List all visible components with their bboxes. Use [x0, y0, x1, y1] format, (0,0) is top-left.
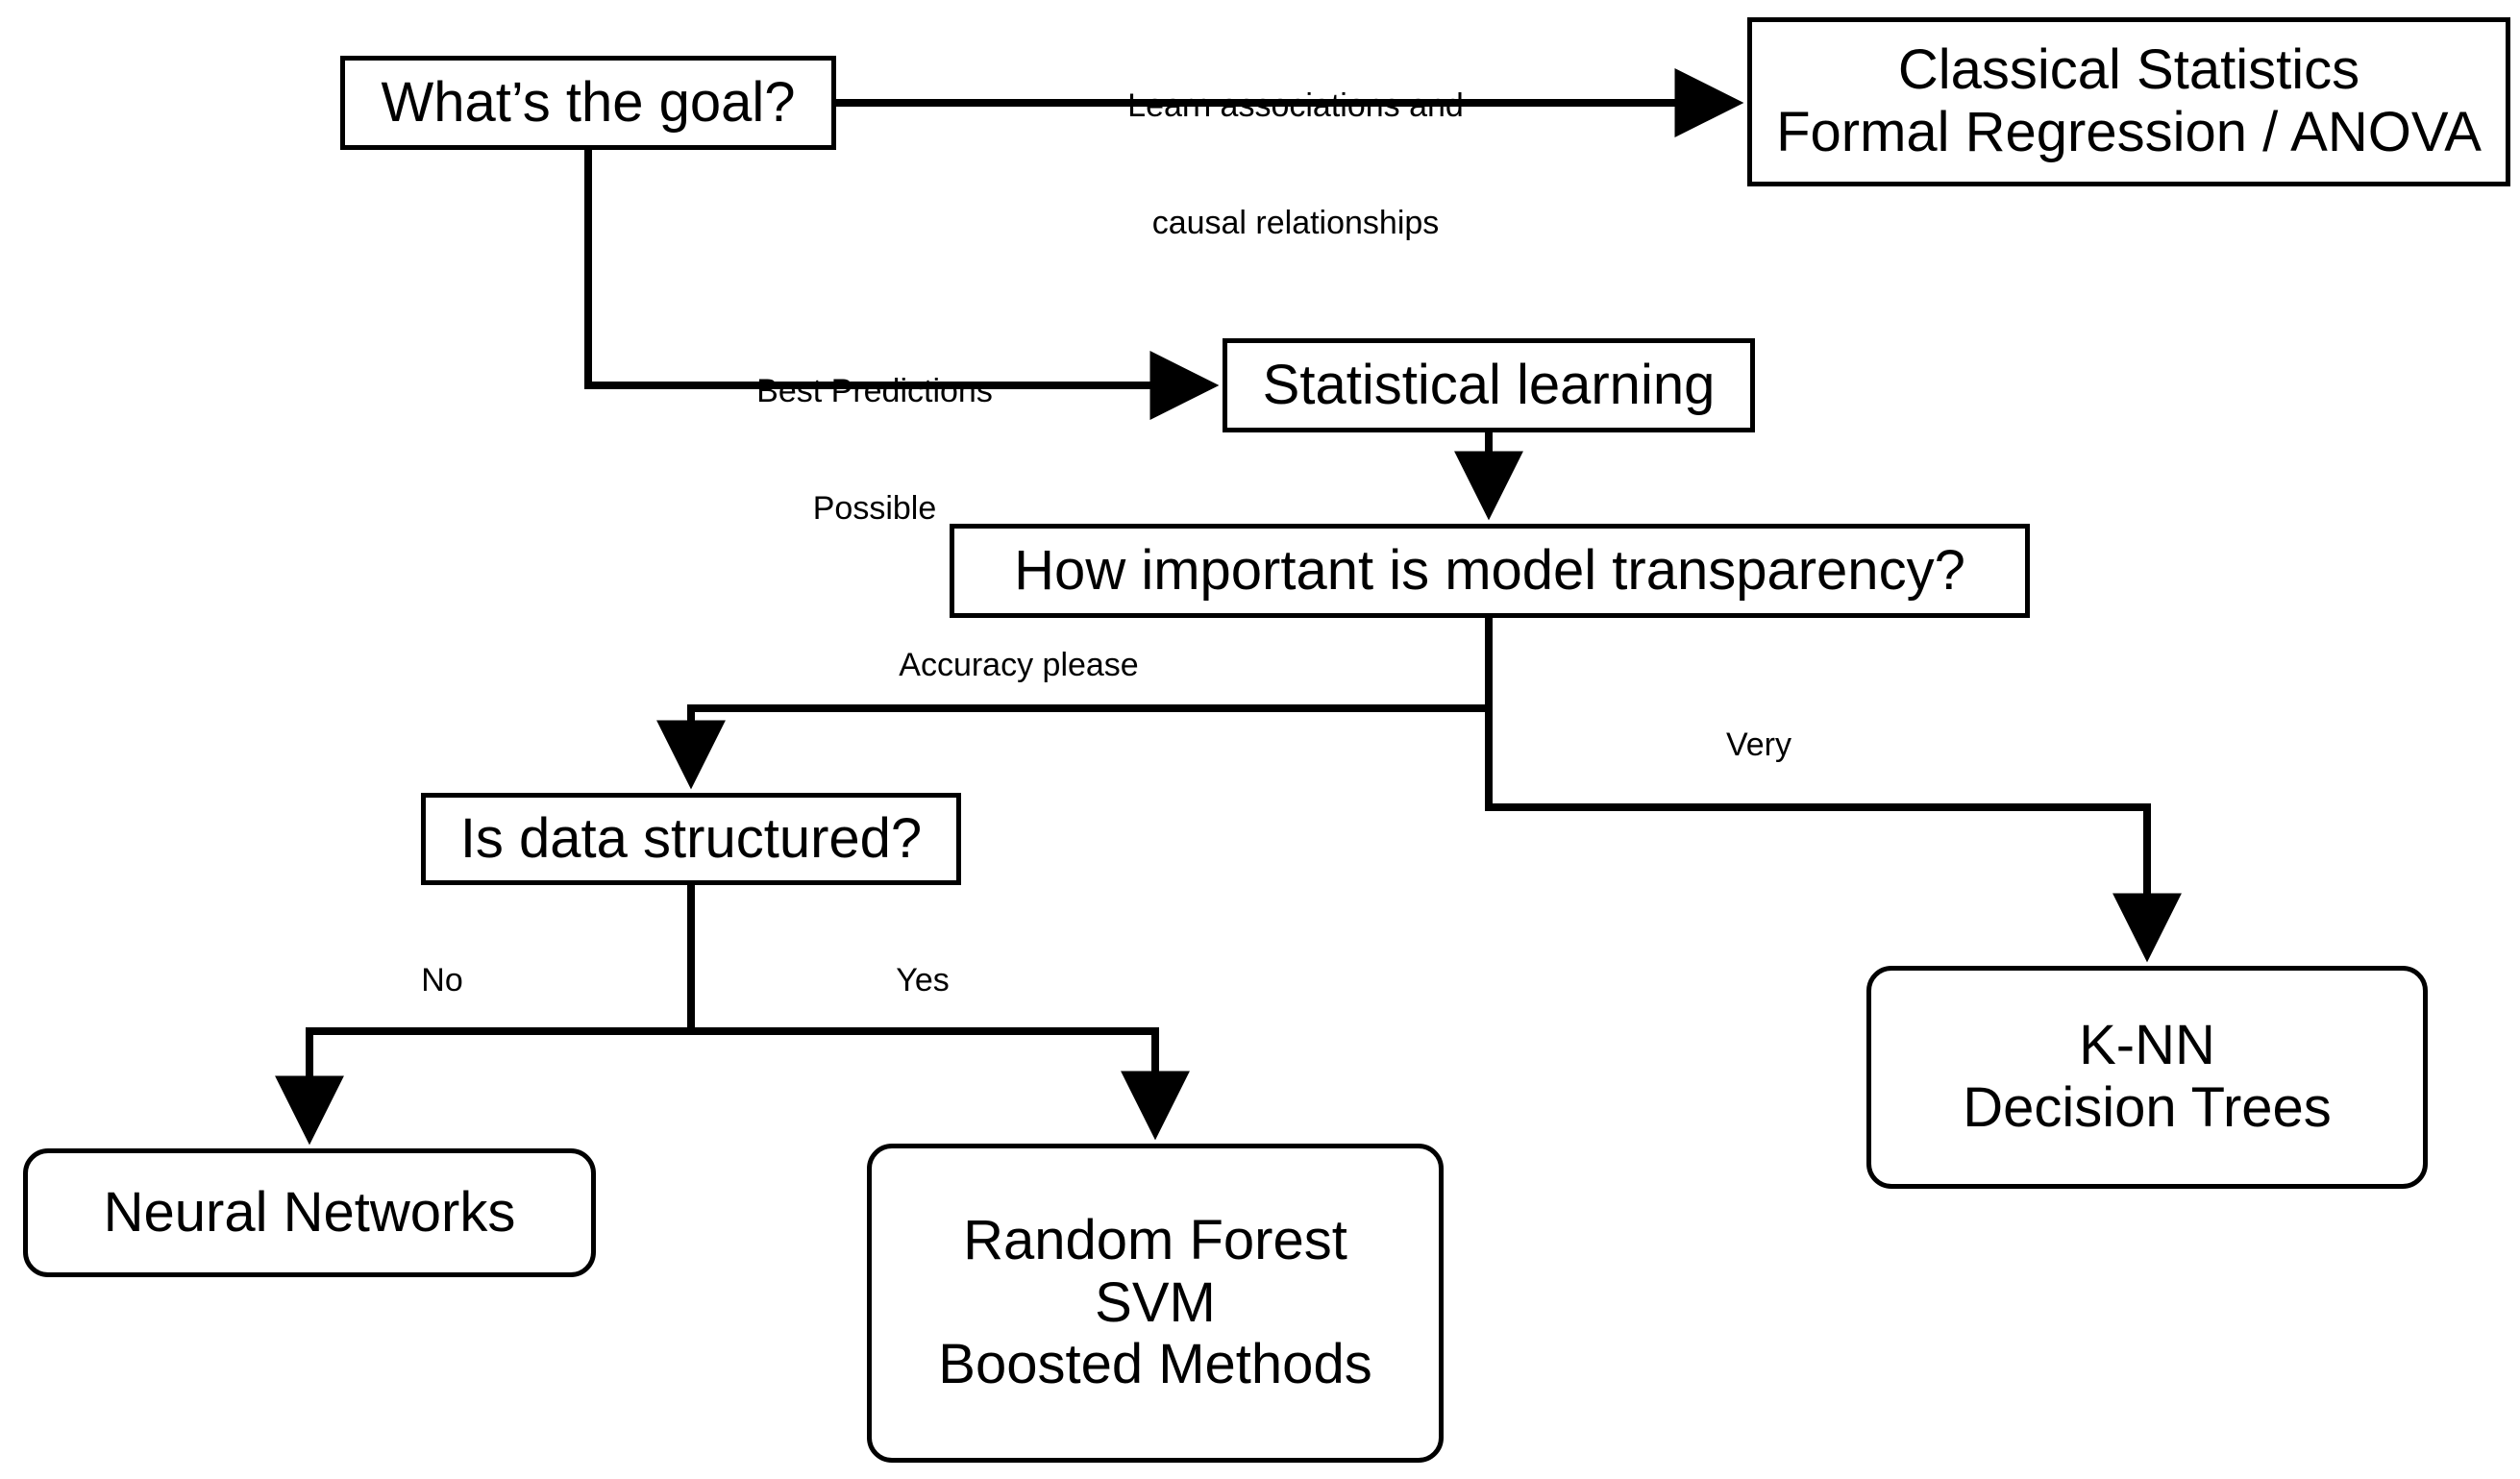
- node-statistical-learning[interactable]: [1223, 338, 1755, 432]
- edge-label-very: Very: [1725, 727, 1792, 763]
- edge-label-no: No: [421, 962, 463, 998]
- node-random-forest-svm-boosted[interactable]: [867, 1144, 1444, 1463]
- node-rf-line1: Random Forest: [963, 1208, 1347, 1271]
- edge-structured-to-neural: [309, 885, 691, 1131]
- node-neural-networks[interactable]: [23, 1148, 596, 1277]
- node-is-data-structured-question[interactable]: [421, 793, 961, 885]
- node-model-transparency-question[interactable]: [950, 524, 2030, 618]
- node-rf-line2: SVM: [1095, 1270, 1216, 1334]
- node-transparency-label: How important is model transparency?: [1014, 538, 1965, 602]
- edge-transparency-to-structured: [691, 618, 1489, 776]
- edge-label-best-predictions: [673, 293, 1076, 606]
- edge-label-best-line1: Best Predictions: [756, 372, 993, 409]
- node-classical-statistics[interactable]: [1747, 17, 2510, 186]
- edge-transparency-to-knn: [1489, 618, 2147, 949]
- edge-label-learn-line1: Learn associations and: [1127, 86, 1464, 124]
- node-knn-line2: Decision Trees: [1963, 1076, 2332, 1139]
- edge-label-best-line2: Possible: [812, 489, 937, 527]
- edge-label-learn-line2: causal relationships: [1151, 204, 1440, 241]
- node-rf-line3: Boosted Methods: [938, 1333, 1372, 1396]
- node-statlearn-label: Statistical learning: [1262, 353, 1716, 416]
- node-neural-label: Neural Networks: [103, 1180, 516, 1244]
- node-classical-line1: Classical Statistics: [1897, 38, 2360, 102]
- edge-structured-to-rf: [691, 885, 1155, 1126]
- node-structured-label: Is data structured?: [459, 806, 923, 870]
- node-goal-label: What’s the goal?: [381, 70, 796, 134]
- edge-label-learn-associations: [1026, 8, 1565, 321]
- edge-label-yes: Yes: [896, 962, 950, 998]
- edge-label-accuracy-please: Accuracy please: [899, 647, 1139, 683]
- node-classical-line2: Formal Regression / ANOVA: [1776, 101, 2482, 163]
- node-knn-line1: K-NN: [2079, 1014, 2215, 1077]
- node-whats-the-goal[interactable]: [340, 56, 836, 150]
- node-knn-decision-trees[interactable]: [1866, 966, 2428, 1189]
